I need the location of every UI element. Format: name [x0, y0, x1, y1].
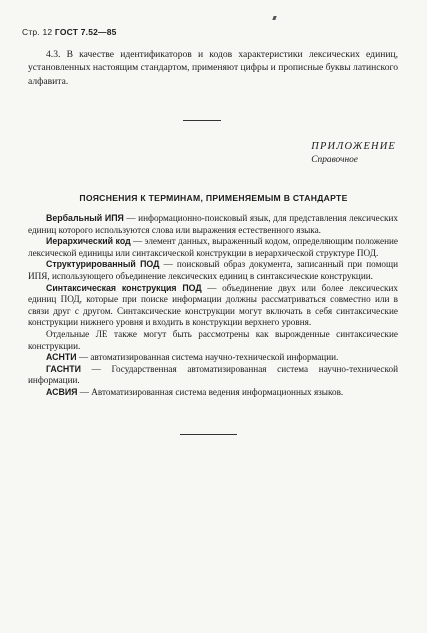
definition-term: АСНТИ [46, 352, 77, 363]
appendix-subtitle: Справочное [311, 155, 358, 165]
definition-item [28, 236, 398, 259]
definition-text: Отдельные ЛЕ также могут быть рассмотрены как вырожденные синтаксические конструкции. [28, 328, 398, 351]
stray-mark [272, 16, 276, 20]
separator-rule-top [183, 120, 221, 121]
definition-item [28, 213, 398, 236]
definition-text: — автоматизированная система научно-технической информации. [76, 352, 339, 363]
definition-item [28, 387, 398, 399]
definition-item [28, 352, 398, 364]
separator-rule-bottom [180, 434, 237, 435]
definition-text: — информационно-поисковый язык, для представления лексических единиц которого используются слова или выражения естественного языка. [28, 213, 399, 235]
intro-paragraph: 4.3. В качестве идентификаторов и кодов характеристики лексических единиц, установленных настоящим стандартом, применяют цифры и прописные буквы латинского алфавита. [28, 49, 399, 87]
definition-item [28, 259, 398, 282]
definition-term: Иерархический код [46, 236, 131, 247]
definition-term: Структурированный ПОД [46, 259, 160, 270]
definition-item [28, 364, 398, 387]
definition-item [28, 329, 398, 352]
appendix-title: ПРИЛОЖЕНИЕ [311, 141, 396, 152]
standard-code: ГОСТ 7.52—85 [54, 27, 117, 37]
definition-text: — элемент данных, выраженный кодом, определяющим положение лексической единицы или синтаксической конструкции в иерархической структуре ПОД. [28, 236, 399, 258]
definition-text: — поисковый образ документа, записанный при помощи ИПЯ, использующего объединение лексических единиц в синтаксические конструкции. [28, 259, 398, 281]
definition-text: — Автоматизированная система ведения информационных языков. [77, 386, 344, 397]
definition-term: Синтаксическая конструкция ПОД [46, 282, 202, 293]
page-header [22, 27, 117, 37]
definitions-list [28, 213, 398, 399]
definition-term: ГАСНТИ [46, 363, 81, 374]
definition-text: — Государственная автоматизированная система научно-технической информации. [28, 363, 398, 386]
definition-text: — объединение двух или более лексических единиц ПОД, которые при поиске информации должны рассматриваться совместно или в связи друг с другом. Синтаксические конструкции могут включать в себя синтаксические конструкции нижнего уровня и входить в конструкции верхнего уровня. [28, 282, 398, 328]
section-heading: ПОЯСНЕНИЯ К ТЕРМИНАМ, ПРИМЕНЯЕМЫМ В СТАНДАРТЕ [79, 193, 348, 203]
definition-item [28, 283, 398, 329]
definition-term: Вербальный ИПЯ [46, 213, 124, 223]
page-number: Стр. 12 [22, 27, 53, 37]
appendix-label [311, 140, 396, 167]
definition-term: АСВИЯ [46, 386, 78, 397]
